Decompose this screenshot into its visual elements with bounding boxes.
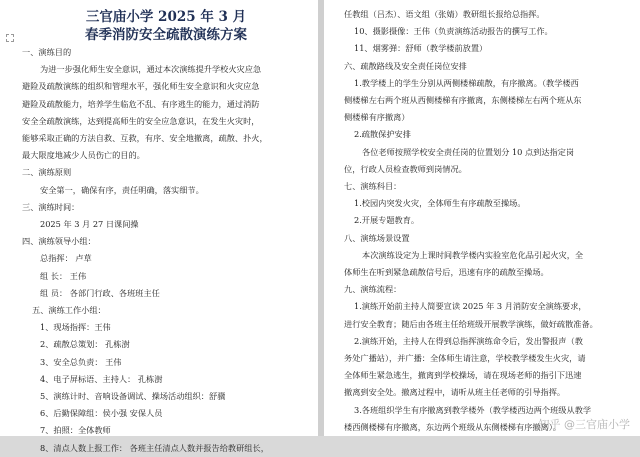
paragraph-line: 体师生在听到紧急疏散信号后，迅速有序的疏散至操场。 — [344, 267, 549, 278]
paragraph-line: 1.演练开始前主持人简要宣读 2025 年 3 月消防安全演练要求， — [354, 301, 587, 312]
document-title-line-1: 三官庙小学 2025 年 3 月 — [85, 9, 247, 25]
paragraph-line: 2025 年 3 月 27 日课间操 — [40, 219, 139, 230]
paragraph-line: 八、演练场景设置 — [344, 232, 410, 243]
text-boundary-mark — [6, 34, 14, 42]
paragraph-line: 九、演练流程： — [344, 284, 402, 295]
document-page-left — [0, 0, 318, 453]
paragraph-line: 最大限度地减少人员伤亡的目的。 — [22, 150, 145, 161]
watermark: 知乎 @三官庙小学 — [538, 418, 630, 431]
paragraph-line: 一、演练目的 — [22, 47, 72, 57]
paragraph-line: 全体师生紧急逃生，撤离到学校操场，请在现场老师的指引下迅速 — [344, 370, 582, 381]
paragraph-line: 4、电子屏标语、主持人： 孔栋澍 — [40, 373, 163, 384]
paragraph-line: 1.教学楼上的学生分别从两侧楼梯疏散，有序撤离。（教学楼西 — [354, 77, 579, 88]
paragraph-line: 各位老师按照学校安全责任岗的位置划分 10 点到达指定岗 — [362, 146, 575, 157]
paragraph-line: 三、演练时间： — [22, 201, 80, 212]
paragraph-line: 二、演练原则 — [22, 167, 72, 178]
paragraph-line: 五、演练工作小组： — [32, 305, 106, 316]
paragraph-line: 2.开展专题教育。 — [354, 215, 420, 226]
paragraph-line: 侧楼梯左右两个班从西侧楼梯有序撤离，东侧楼梯左右两个班从东 — [344, 95, 582, 106]
paragraph-line: 5、演练计时、音响设备调试、操场活动组织：舒骥 — [40, 391, 226, 402]
paragraph-line: 侧楼梯有序撤离） — [344, 112, 410, 123]
paragraph-line: 7、拍照：全体教师 — [40, 425, 111, 436]
paragraph-line: 避险及疏散演练的组织和管理水平，强化师生安全意识和火灾应急 — [22, 81, 260, 92]
paragraph-line: 为进一步强化师生安全意识，通过本次演练提升学校火灾应急 — [40, 64, 262, 75]
paragraph-line: 位，行政人员检查教师到岗情况。 — [344, 163, 467, 174]
paragraph-line: 6、后勤保障组：侯小强 安保人员 — [40, 408, 163, 419]
paragraph-line: 避险及疏散能力，培养学生临危不乱、有序逃生的能力，通过消防 — [22, 98, 260, 109]
paragraph-line: 六、疏散路线及安全责任岗位安排 — [344, 60, 467, 71]
paragraph-line: 安全全疏散演练，达到提高师生的安全应急意识，在发生火灾时， — [22, 115, 260, 126]
paragraph-line: 务处广播站），并广播：全体师生请注意，学校教学楼发生火灾，请 — [344, 353, 586, 364]
paragraph-line: 总指挥： 卢草 — [40, 253, 92, 264]
paragraph-line: 10、摄影摄像：王伟（负责演练活动报告的撰写工作。 — [354, 26, 553, 37]
paragraph-line: 安全第一，确保有序，责任明确，落实细节。 — [40, 184, 204, 195]
paragraph-line: 撤离到安全处。撤离过程中，请听从班主任老师的引导指挥。 — [344, 387, 566, 398]
paragraph-line: 任教组（吕杰）、语文组（张婧）教研组长报给总指挥。 — [344, 9, 545, 19]
document-title-line-2: 春季消防安全疏散演练方案 — [85, 27, 247, 43]
paragraph-line: 1.校园内突发火灾，全体师生有序疏散至操场。 — [354, 198, 526, 209]
paragraph-line: 进行安全教育；随后由各班主任给班级开展教学演练，做好疏散准备。 — [344, 318, 598, 329]
paragraph-line: 11、烟雾弹：舒师（教学楼前放置） — [354, 43, 488, 54]
paragraph-line: 组 员： 各部门行政、各班班主任 — [40, 287, 160, 298]
paragraph-line: 组 长： 王伟 — [40, 270, 87, 281]
paragraph-line: 能够采取正确的方法自救、互救，有序、安全地撤离，疏散、扑火， — [22, 133, 268, 144]
paragraph-line: 四、演练领导小组： — [22, 236, 96, 247]
paragraph-line: 楼西侧楼梯有序撤离，东边两个班级从东侧楼梯有序撤离）。 — [344, 421, 561, 432]
paragraph-line: 七、演练科目： — [344, 181, 402, 192]
paragraph-line: 3、安全总负责： 王伟 — [40, 356, 122, 367]
paragraph-line: 3.各班组织学生有序撤离到教学楼外（教学楼西边两个班级从教学 — [354, 404, 592, 415]
paragraph-line: 8、清点人数上报工作： 各班主任清点人数并报告给教研组长， — [40, 442, 269, 453]
paragraph-line: 2.演练开始，主持人在得到总指挥演练命令后，发出警报声（教 — [354, 335, 583, 346]
paragraph-line: 2、疏散总策划： 孔栋澍 — [40, 339, 130, 350]
paragraph-line: 2.疏散保护安排 — [354, 129, 411, 140]
left-page-body — [22, 44, 310, 457]
paragraph-line: 1、现场指挥：王伟 — [40, 322, 111, 333]
paragraph-line: 本次演练设定为上课时间教学楼内实验室危化品引起火灾，全 — [362, 249, 584, 260]
document-page-right — [324, 0, 640, 436]
right-page-body — [344, 6, 634, 436]
